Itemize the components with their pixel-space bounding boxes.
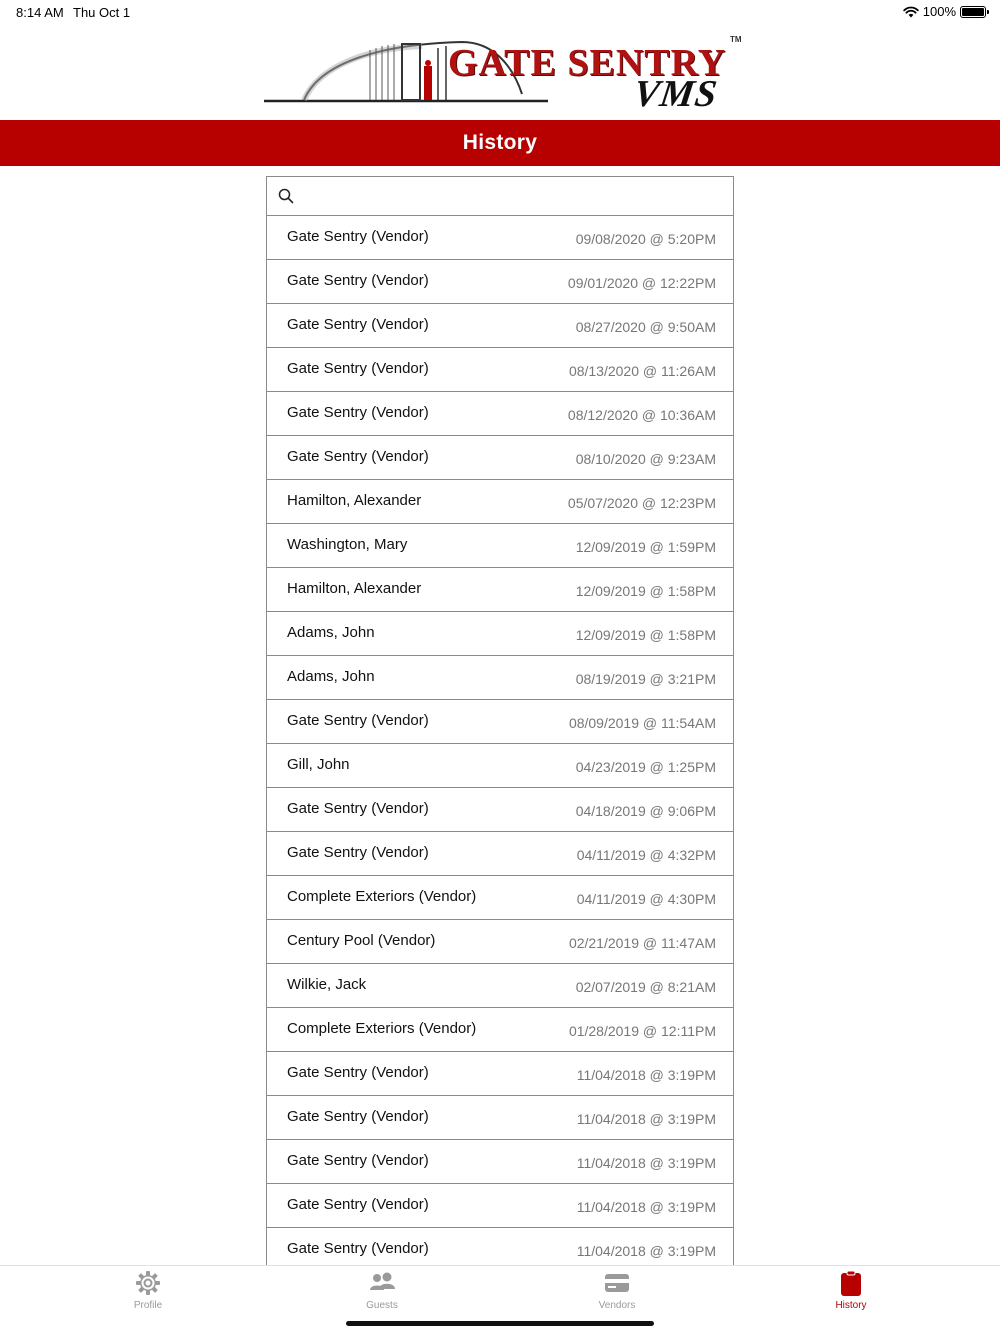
history-row[interactable] (267, 656, 733, 700)
app-logo (262, 34, 742, 114)
history-row-date: 08/27/2020 @ 9:50AM (575, 319, 716, 335)
history-row-date: 08/13/2020 @ 11:26AM (568, 363, 716, 379)
search-bar[interactable] (267, 176, 733, 216)
tab-label-profile: Profile (133, 1300, 163, 1311)
history-row-name: Adams, John (287, 668, 375, 685)
history-row-date: 02/21/2019 @ 11:47AM (568, 935, 716, 951)
history-row[interactable] (267, 700, 733, 744)
history-row-date: 05/07/2020 @ 12:23PM (567, 495, 716, 511)
history-row-date: 11/04/2018 @ 3:19PM (576, 1199, 716, 1215)
history-row-name: Gate Sentry (Vendor) (287, 844, 429, 861)
tab-label-guests: Guests (366, 1300, 398, 1311)
history-row[interactable] (267, 832, 733, 876)
history-row[interactable] (267, 1228, 733, 1265)
history-row[interactable] (267, 744, 733, 788)
history-row-date: 11/04/2018 @ 3:19PM (576, 1243, 716, 1259)
history-row[interactable] (267, 612, 733, 656)
history-row-name: Complete Exteriors (Vendor) (287, 1020, 477, 1037)
logo-trademark: TM (730, 35, 742, 44)
history-row-name: Gate Sentry (Vendor) (287, 1240, 429, 1257)
tab-profile[interactable] (88, 1270, 208, 1318)
history-row-date: 02/07/2019 @ 8:21AM (575, 979, 716, 995)
history-row-name: Wilkie, Jack (287, 976, 367, 993)
history-row[interactable] (267, 1184, 733, 1228)
status-date: Thu Oct 1 (73, 5, 131, 20)
history-row-name: Gate Sentry (Vendor) (287, 272, 429, 289)
history-row[interactable] (267, 1096, 733, 1140)
history-row-name: Gate Sentry (Vendor) (287, 1108, 429, 1125)
history-row-name: Washington, Mary (287, 536, 408, 553)
history-row-name: Gate Sentry (Vendor) (287, 448, 429, 465)
history-row-name: Century Pool (Vendor) (287, 932, 436, 949)
tab-guests[interactable] (322, 1270, 442, 1318)
history-row[interactable] (267, 1008, 733, 1052)
history-row[interactable] (267, 348, 733, 392)
history-row-name: Gate Sentry (Vendor) (287, 712, 429, 729)
history-row[interactable] (267, 1140, 733, 1184)
history-row-date: 01/28/2019 @ 12:11PM (568, 1023, 716, 1039)
logo-title: GATE SENTRY (448, 42, 727, 84)
history-row[interactable] (267, 436, 733, 480)
history-row-name: Gate Sentry (Vendor) (287, 404, 429, 421)
history-row[interactable] (267, 1052, 733, 1096)
history-row-name: Gate Sentry (Vendor) (287, 1196, 429, 1213)
clipboard-icon (838, 1270, 864, 1296)
page-header (0, 120, 1000, 166)
status-time: 8:14 AM (16, 5, 64, 20)
history-row-date: 08/10/2020 @ 9:23AM (575, 451, 716, 467)
history-row-date: 12/09/2019 @ 1:59PM (575, 539, 716, 555)
history-row-date: 12/09/2019 @ 1:58PM (575, 627, 716, 643)
history-row[interactable] (267, 788, 733, 832)
history-row[interactable] (267, 524, 733, 568)
history-row-name: Gate Sentry (Vendor) (287, 1152, 429, 1169)
search-icon (278, 188, 294, 204)
logo-subtitle: VMS (631, 73, 721, 115)
history-row-name: Gate Sentry (Vendor) (287, 228, 429, 245)
tab-label-vendors: Vendors (598, 1300, 636, 1311)
history-row[interactable] (267, 480, 733, 524)
status-indicators (903, 4, 986, 19)
page-title: History (462, 131, 538, 154)
history-row[interactable] (267, 920, 733, 964)
history-row[interactable] (267, 260, 733, 304)
battery-icon (960, 6, 986, 18)
history-row[interactable] (267, 392, 733, 436)
history-row[interactable] (267, 304, 733, 348)
history-list[interactable] (266, 176, 734, 1265)
people-icon (369, 1270, 395, 1296)
search-input[interactable] (303, 183, 723, 209)
status-bar (0, 0, 1000, 24)
history-rows (267, 216, 733, 1265)
history-row[interactable] (267, 216, 733, 260)
history-row-date: 08/19/2019 @ 3:21PM (575, 671, 716, 687)
history-row[interactable] (267, 876, 733, 920)
history-row-date: 04/11/2019 @ 4:30PM (576, 891, 716, 907)
history-row-date: 12/09/2019 @ 1:58PM (575, 583, 716, 599)
card-icon (604, 1270, 630, 1296)
history-row-name: Gate Sentry (Vendor) (287, 1064, 429, 1081)
history-row-name: Gate Sentry (Vendor) (287, 316, 429, 333)
history-row-date: 08/12/2020 @ 10:36AM (567, 407, 716, 423)
history-row[interactable] (267, 964, 733, 1008)
history-row-date: 11/04/2018 @ 3:19PM (576, 1155, 716, 1171)
home-indicator[interactable] (346, 1321, 654, 1326)
history-row-date: 11/04/2018 @ 3:19PM (576, 1067, 716, 1083)
history-row-date: 09/01/2020 @ 12:22PM (567, 275, 716, 291)
tab-vendors[interactable] (557, 1270, 677, 1318)
history-row-name: Hamilton, Alexander (287, 580, 422, 597)
history-row-date: 04/11/2019 @ 4:32PM (576, 847, 716, 863)
history-row-date: 09/08/2020 @ 5:20PM (575, 231, 716, 247)
history-row-name: Gill, John (287, 756, 350, 773)
history-row-date: 08/09/2019 @ 11:54AM (568, 715, 716, 731)
wifi-icon (903, 6, 919, 18)
battery-percent: 100% (922, 4, 956, 19)
history-row-date: 11/04/2018 @ 3:19PM (576, 1111, 716, 1127)
history-row-name: Hamilton, Alexander (287, 492, 422, 509)
tab-history[interactable] (791, 1270, 911, 1318)
history-row[interactable] (267, 568, 733, 612)
history-row-name: Gate Sentry (Vendor) (287, 360, 429, 377)
gear-icon (135, 1270, 161, 1296)
history-row-name: Adams, John (287, 624, 375, 641)
history-row-name: Complete Exteriors (Vendor) (287, 888, 477, 905)
tab-label-history: History (835, 1300, 867, 1311)
history-row-name: Gate Sentry (Vendor) (287, 800, 429, 817)
history-row-date: 04/18/2019 @ 9:06PM (575, 803, 716, 819)
history-row-date: 04/23/2019 @ 1:25PM (575, 759, 716, 775)
